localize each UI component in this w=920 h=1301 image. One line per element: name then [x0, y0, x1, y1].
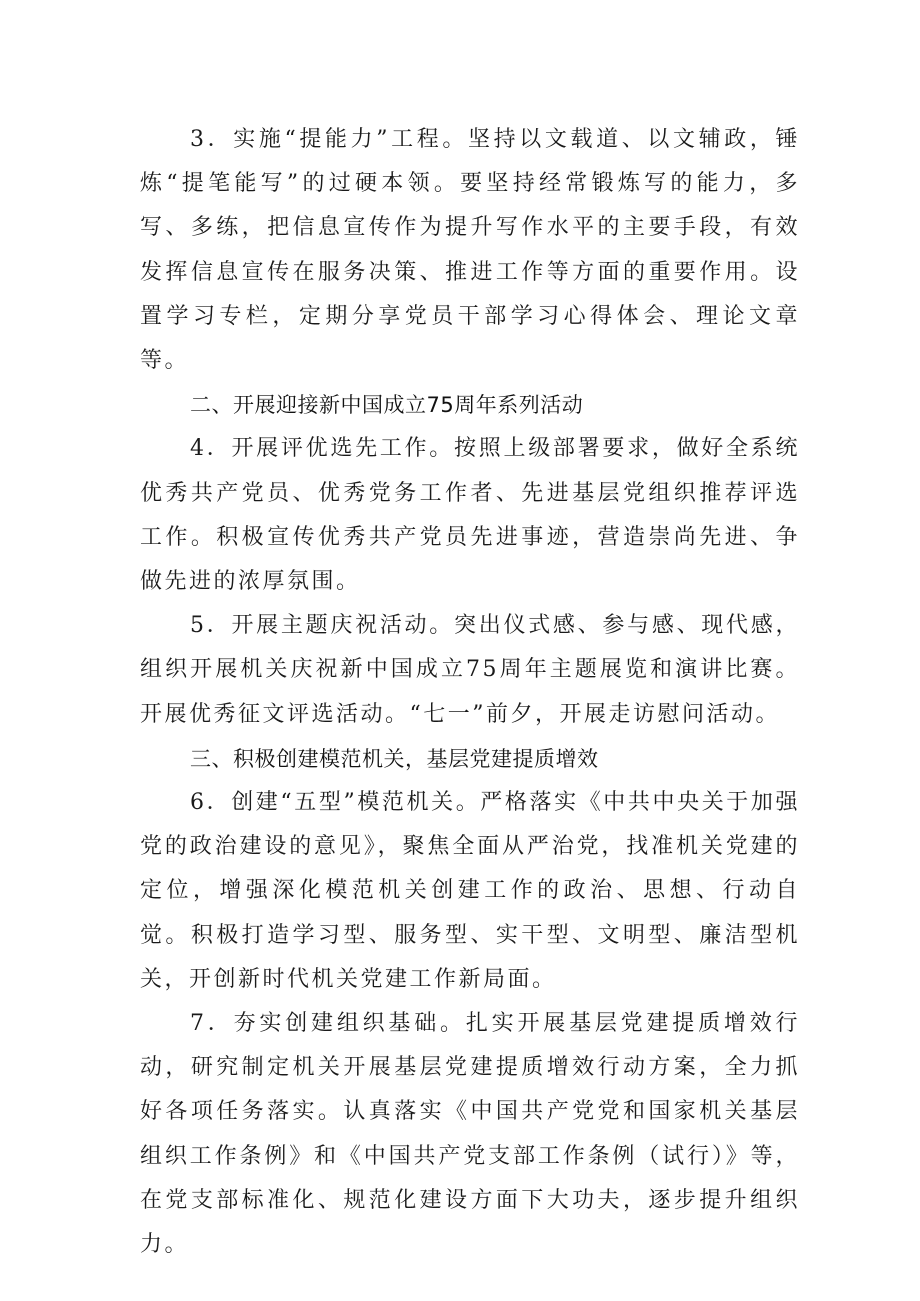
paragraph-item-7: 7．夯实创建组织基础。扎实开展基层党建提质增效行动，研究制定机关开展基层党建提质增效行动方案，全力抓好各项任务落实。认真落实《中国共产党党和国家机关基层组织工作条例》和《中国共产党支部工作条例（试行）》等，在党支部标准化、规范化建设方面下大功夫，逐步提升组织力。: [140, 1011, 800, 1258]
document-body: [140, 118, 800, 1267]
paragraph-item-3: 3．实施“提能力”工程。坚持以文载道、以文辅政，锤炼“提笔能写”的过硬本领。要坚持经常锻炼写的能力，多写、多练，把信息宣传作为提升写作水平的主要手段，有效发挥信息宣传在服务决策、推进工作等方面的重要作用。设置学习专栏，定期分享党员干部学习心得体会、理论文章等。: [140, 127, 800, 374]
paragraph-item-5: 5．开展主题庆祝活动。突出仪式感、参与感、现代感，组织开展机关庆祝新中国成立75周年主题展览和演讲比赛。开展优秀征文评选活动。“七一”前夕，开展走访慰问活动。: [140, 613, 800, 727]
paragraph-item-6: 6．创建“五型”模范机关。严格落实《中共中央关于加强党的政治建设的意见》，聚焦全面从严治党，找准机关党建的定位，增强深化模范机关创建工作的政治、思想、行动自觉。积极打造学习型、服务型、实干型、文明型、廉洁型机关，开创新时代机关党建工作新局面。: [140, 790, 800, 992]
paragraph-item-4: 4．开展评优选先工作。按照上级部署要求，做好全系统优秀共产党员、优秀党务工作者、先进基层党组织推荐评选工作。积极宣传优秀共产党员先进事迹，营造崇尚先进、争做先进的浓厚氛围。: [140, 436, 800, 595]
section-heading-3: 三、积极创建模范机关，基层党建提质增效: [190, 746, 599, 771]
section-heading-2: 二、开展迎接新中国成立75周年系列活动: [190, 393, 584, 418]
